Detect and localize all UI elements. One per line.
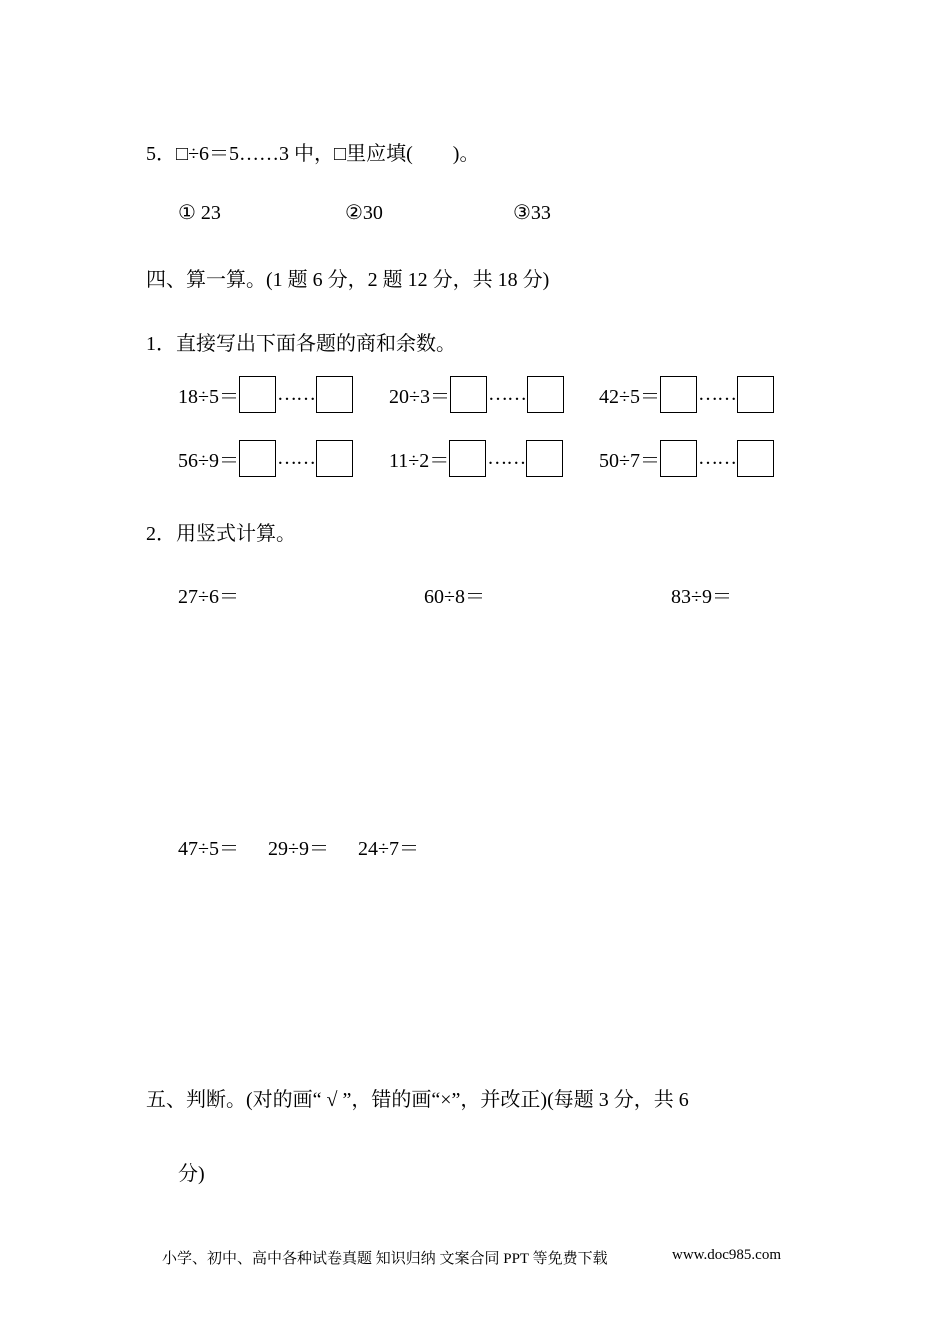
quotient-box[interactable] [239,376,276,413]
division-item [178,440,353,477]
division-item [389,376,564,413]
section-4-title: 四、算一算。(1 题 6 分，2 题 12 分，共 18 分) [146,269,550,291]
division-expression: 50÷7＝ [599,450,660,472]
remainder-box[interactable] [737,440,774,477]
vertical-calc-expression: 83÷9＝ [671,586,732,608]
division-expression: 11÷2＝ [389,450,450,472]
division-expression: 56÷9＝ [178,450,239,472]
division-item [389,440,563,477]
remainder-dots: …… [487,447,526,469]
division-expression: 18÷5＝ [178,386,239,408]
section-5-title: 五、判断。(对的画“ √ ”，错的画“×”，并改正)(每题 3 分，共 6 [146,1089,689,1111]
quotient-box[interactable] [239,440,276,477]
quotient-box[interactable] [450,376,487,413]
vertical-calc-expression: 27÷6＝ [178,586,239,608]
vertical-calc-expression: 29÷9＝ [268,838,329,860]
division-item [178,376,353,413]
footer-url[interactable]: www.doc985.com [672,1247,782,1263]
remainder-box[interactable] [527,376,564,413]
vertical-calc-expression: 24÷7＝ [358,838,419,860]
division-item [599,376,774,413]
remainder-box[interactable] [737,376,774,413]
vertical-calc-expression: 47÷5＝ [178,838,239,860]
remainder-box[interactable] [526,440,563,477]
division-expression: 42÷5＝ [599,386,660,408]
quotient-box[interactable] [449,440,486,477]
option-3: ③33 [513,202,551,224]
remainder-dots: …… [276,383,315,405]
question-5: 5．□÷6＝5……3 中，□里应填( )。 [146,143,480,165]
remainder-box[interactable] [316,440,353,477]
quotient-box[interactable] [660,376,697,413]
division-item [599,440,774,477]
quotient-box[interactable] [660,440,697,477]
division-expression: 20÷3＝ [389,386,450,408]
footer-text: 小学、初中、高中各种试卷真题 知识归纳 文案合同 PPT 等免费下载 [162,1251,608,1267]
section-4-q2-title: 2．用竖式计算。 [146,523,296,545]
remainder-dots: …… [487,383,526,405]
option-1: ① 23 [178,202,221,224]
option-2: ②30 [345,202,383,224]
section-5-title-continued: 分) [178,1163,205,1185]
vertical-calc-expression: 60÷8＝ [424,586,485,608]
remainder-dots: …… [697,383,736,405]
remainder-dots: …… [697,447,736,469]
section-4-q1-title: 1．直接写出下面各题的商和余数。 [146,333,456,355]
remainder-box[interactable] [316,376,353,413]
remainder-dots: …… [276,447,315,469]
